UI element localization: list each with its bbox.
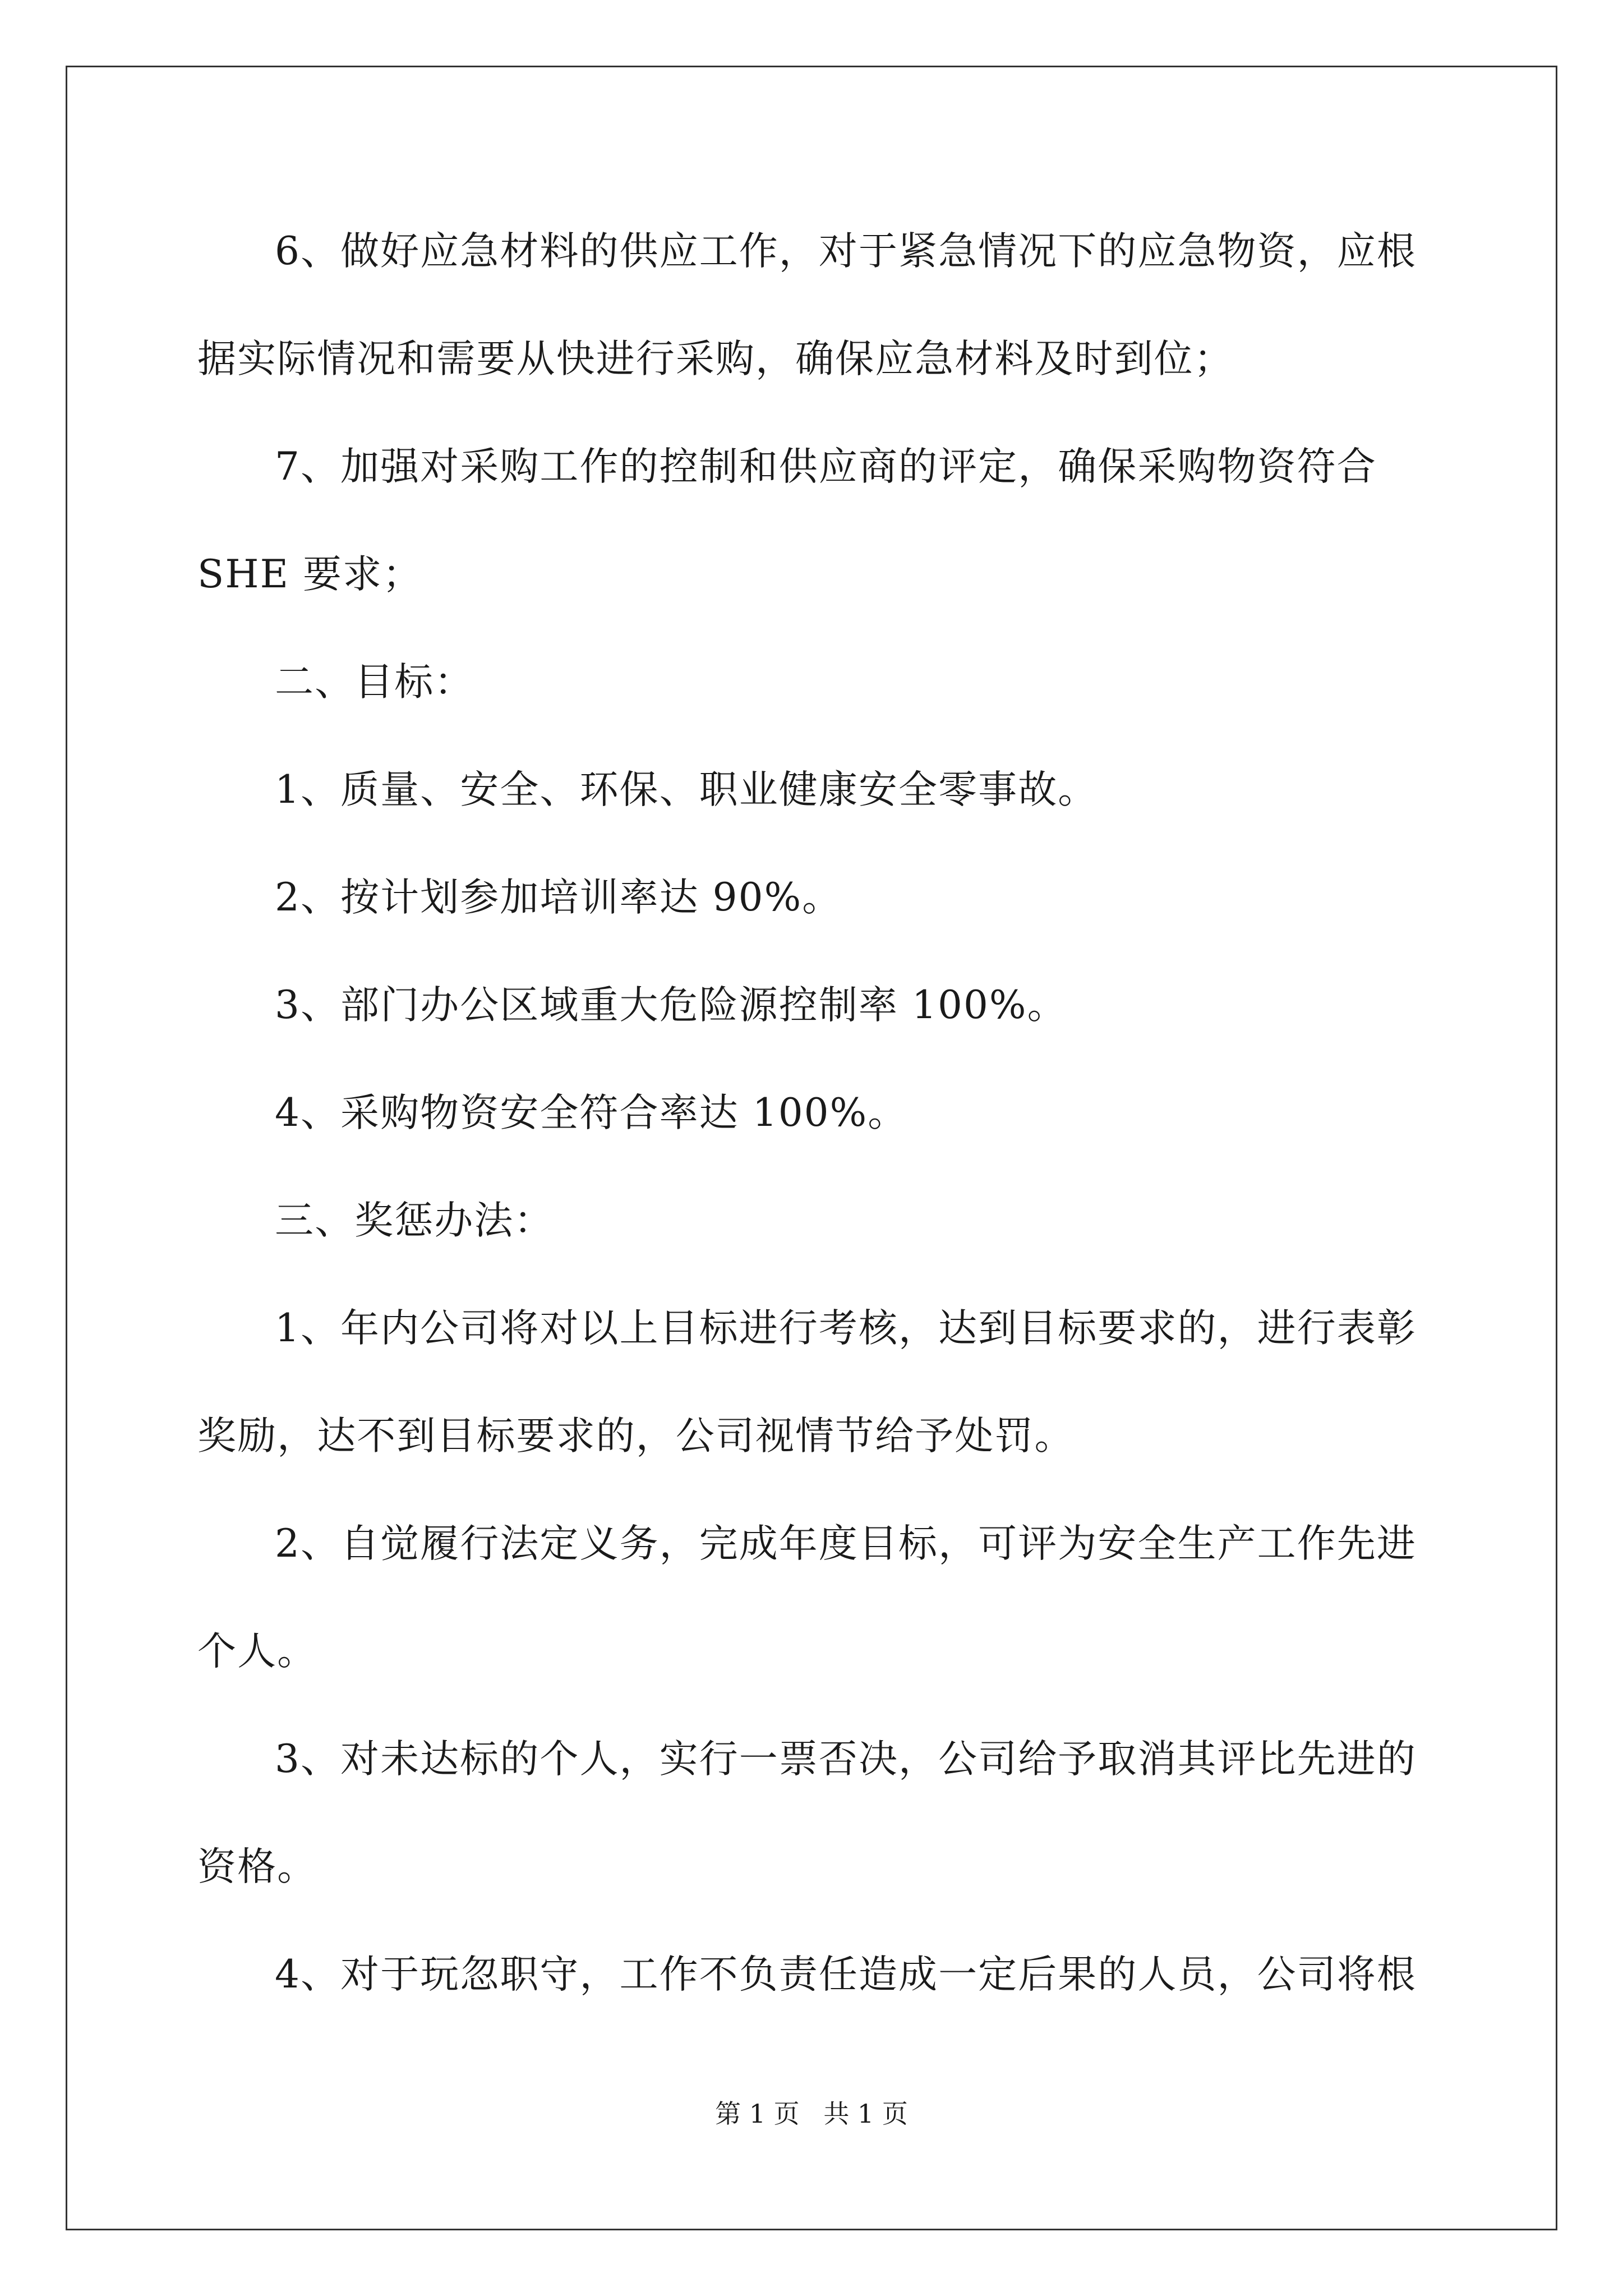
reward-item-3-line-2: 资格。 [197,1844,317,1889]
target-item-1: 1、质量、安全、环保、职业健康安全零事故。 [275,767,1098,812]
page-number: 第 1 页 [715,2099,800,2129]
reward-item-2-line-2: 个人。 [197,1629,317,1674]
paragraph-6-line-2: 据实际情况和需要从快进行采购，确保应急材料及时到位； [197,337,1234,381]
paragraph-7-line-1: 7、加强对采购工作的控制和供应商的评定，确保采购物资符合 [275,444,1377,489]
page-border [66,66,1557,2230]
target-item-2: 2、按计划参加培训率达 90%。 [275,875,842,920]
paragraph-6-line-1: 6、做好应急材料的供应工作，对于紧急情况下的应急物资，应根 [275,229,1417,274]
reward-item-1-line-1: 1、年内公司将对以上目标进行考核，达到目标要求的，进行表彰 [275,1306,1417,1351]
page-total: 共 1 页 [823,2099,908,2129]
reward-item-2-line-1: 2、自觉履行法定义务，完成年度目标，可评为安全生产工作先进 [275,1521,1417,1566]
reward-item-4-line-1: 4、对于玩忽职守，工作不负责任造成一定后果的人员，公司将根 [275,1952,1417,1997]
target-item-3: 3、部门办公区域重大危险源控制率 100%。 [275,983,1067,1028]
page-footer [0,2101,1623,2127]
section-heading-rewards: 三、奖惩办法： [275,1198,554,1243]
reward-item-1-line-2: 奖励，达不到目标要求的，公司视情节给予处罚。 [197,1414,1075,1458]
target-item-4: 4、采购物资安全符合率达 100%。 [275,1091,908,1135]
section-heading-targets: 二、目标： [275,660,474,705]
reward-item-3-line-1: 3、对未达标的个人，实行一票否决，公司给予取消其评比先进的 [275,1737,1417,1782]
paragraph-7-line-2: SHE 要求； [197,552,423,597]
